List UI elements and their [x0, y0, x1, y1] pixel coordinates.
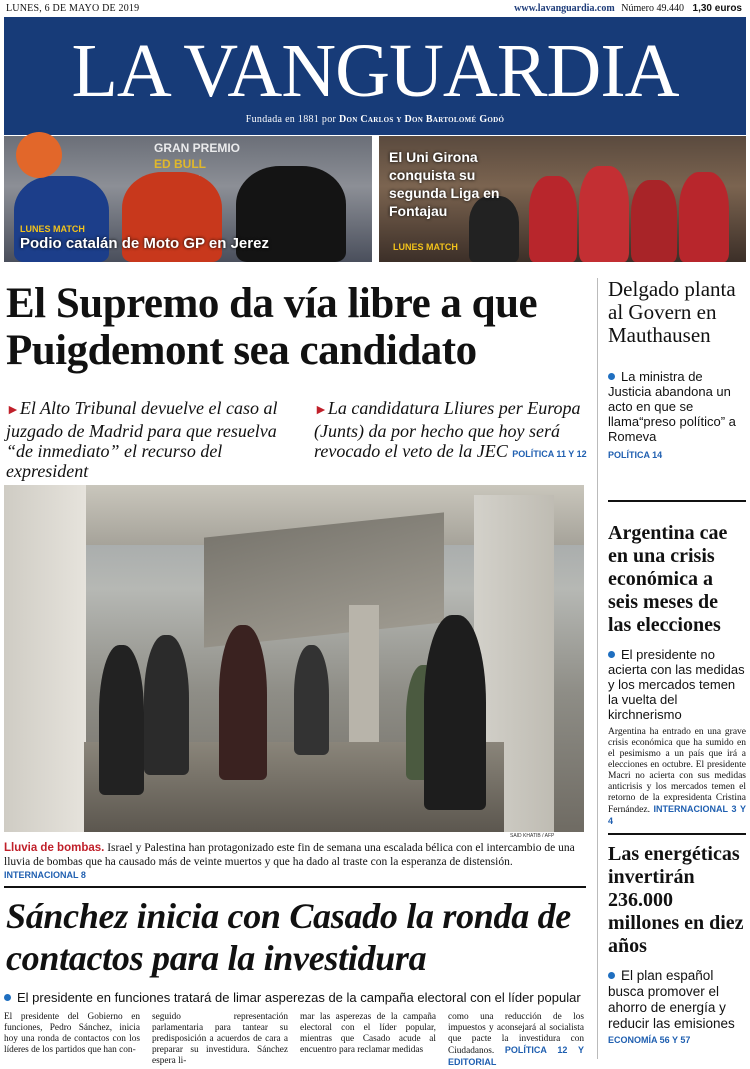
section-ref[interactable]: POLÍTICA 12 Y EDITORIAL [448, 1045, 584, 1067]
bullet-icon [608, 972, 615, 979]
right-headline[interactable]: Delgado planta al Govern en Mauthausen [608, 277, 736, 347]
body-column-text: como una reducción de los impuestos y aconsejará al socialista que pacte la investidura con Ciudadanos. [448, 1012, 584, 1056]
section-ref[interactable]: ECONOMÍA 56 Y 57 [608, 1035, 691, 1045]
right-body-text: Argentina ha entrado en una grave crisis económica que ha sumido en el pesimismo a un país que irá a elecciones en octubre. El presidente Macri no acierta con sus medidas anticrisis y los mercados temen el retorno de la expresidenta Cristina Fernández. [608, 727, 746, 815]
section-divider [608, 500, 746, 502]
section-ref[interactable]: POLÍTICA 14 [608, 450, 663, 460]
promo-motogp[interactable] [4, 136, 372, 262]
section-ref[interactable]: POLÍTICA 11 Y 12 [512, 449, 587, 459]
right-headline[interactable]: Argentina cae en una crisis económica a seis meses de las elecciones [608, 522, 728, 636]
issue-meta [514, 2, 742, 16]
section-divider [4, 886, 586, 888]
section-ref[interactable]: INTERNACIONAL 8 [4, 870, 86, 880]
body-column: mar las asperezas de la campaña electoral con el líder popular, mientras que Casado acude al encuentro para reclamar medidas [300, 1012, 436, 1055]
right-story-argentina [608, 522, 746, 828]
backdrop-line: GRAN PREMIO [154, 141, 241, 155]
newspaper-logo[interactable]: LA VANGUARDIA [71, 29, 679, 113]
founded-names: Don Carlos y Don Bartolomé Godó [338, 114, 505, 125]
lead-subhead-1-text: El Alto Tribunal devuelve el caso al juzgado de Madrid para que resuelva “de inmediato” el recurso del expresident [6, 398, 278, 481]
right-summary-text: El presidente no acierta con las medidas y los mercados temen la vuelta del kirchnerismo [608, 647, 745, 722]
top-bar [4, 2, 746, 16]
player-figure [679, 172, 729, 262]
person-figure [294, 645, 329, 755]
player-figure [529, 176, 577, 262]
photo-caption [4, 842, 586, 883]
person-figure [144, 635, 189, 775]
second-body [4, 1012, 589, 1067]
right-story-energeticas [608, 843, 746, 1045]
founded-prefix: Fundada en 1881 por [245, 114, 337, 125]
lead-headline[interactable]: El Supremo da vía libre a que Puigdemont sea candidato [6, 280, 538, 374]
body-column [448, 1012, 584, 1069]
caption-text: Israel y Palestina han protagonizado este fin de semana una escalada bélica con el intercambio de una lluvia de bombas que ha causado más de veinte muertos y que ha dado al traste con la esperanza de distensión. [4, 842, 575, 868]
player-figure [631, 180, 677, 262]
body-column: El presidente del Gobierno en funciones, Pedro Sánchez, inicia hoy una ronda de contactos con los líderes de los partidos que han con- [4, 1012, 140, 1055]
promo-title[interactable]: El Uni Girona conquista su segunda Liga en Fontajau [389, 149, 500, 219]
bullet-icon [4, 994, 11, 1001]
right-headline[interactable]: Las energéticas invertirán 236.000 millones en diez años [608, 843, 744, 957]
issue-date: LUNES, 6 DE MAYO DE 2019 [6, 3, 140, 14]
caption-lead: Lluvia de bombas. [4, 842, 105, 854]
arrow-icon: ► [6, 403, 20, 418]
right-summary [608, 369, 746, 444]
right-summary [608, 968, 746, 1032]
second-subhead-text: El presidente en funciones tratará de limar asperezas de la campaña electoral con el líder popular [17, 990, 581, 1005]
second-subhead [4, 990, 589, 1006]
masthead [4, 17, 746, 135]
bullet-icon [608, 373, 615, 380]
photo-column [349, 605, 379, 745]
lead-subhead-2-text: La candidatura Lliures per Europa (Junts) da por hecho que hoy será revocado el veto de la JEC [314, 398, 581, 461]
arrow-icon: ► [314, 403, 328, 418]
lead-subhead-1 [6, 398, 296, 481]
right-body [608, 727, 746, 828]
player-figure [579, 166, 629, 262]
promo-title[interactable]: Podio catalán de Moto GP en Jerez [20, 235, 269, 252]
lead-subhead-2 [314, 398, 594, 464]
right-story-delgado [608, 278, 746, 460]
person-figure [99, 645, 144, 795]
main-photo [4, 485, 584, 832]
photo-column [4, 485, 86, 832]
section-ref[interactable]: INTERNACIONAL 3 Y 4 [608, 804, 747, 826]
promo-tag: LUNES MATCH [393, 242, 458, 252]
bullet-icon [608, 651, 615, 658]
section-divider [608, 833, 746, 835]
promo-uni-girona[interactable] [379, 136, 746, 262]
founded-line [4, 114, 746, 125]
site-url-link[interactable]: www.lavanguardia.com [514, 3, 615, 14]
issue-number: Número 49.440 [621, 3, 685, 14]
promo-tag: LUNES MATCH [20, 224, 85, 234]
helmet-figure [16, 132, 62, 178]
body-column: seguido representación parlamentaria para tantear su predisposición a acuerdos de cara a preparar su investidura. Sánchez espera li- [152, 1012, 288, 1066]
right-summary [608, 647, 746, 722]
photo-credit: SAID KHATIB / AFP [510, 833, 555, 839]
right-summary-text: La ministra de Justicia abandona un acto en que se llama“preso político” a Romeva [608, 369, 736, 444]
issue-price: 1,30 euros [692, 3, 742, 14]
person-figure [424, 615, 486, 810]
column-divider [597, 278, 598, 1059]
backdrop-line: ED BULL [154, 157, 206, 171]
person-figure [219, 625, 267, 780]
second-headline[interactable]: Sánchez inicia con Casado la ronda de contactos para la investidura [6, 896, 571, 978]
right-summary-text: El plan español busca promover el ahorro de energía y reducir las emisiones [608, 968, 735, 1031]
